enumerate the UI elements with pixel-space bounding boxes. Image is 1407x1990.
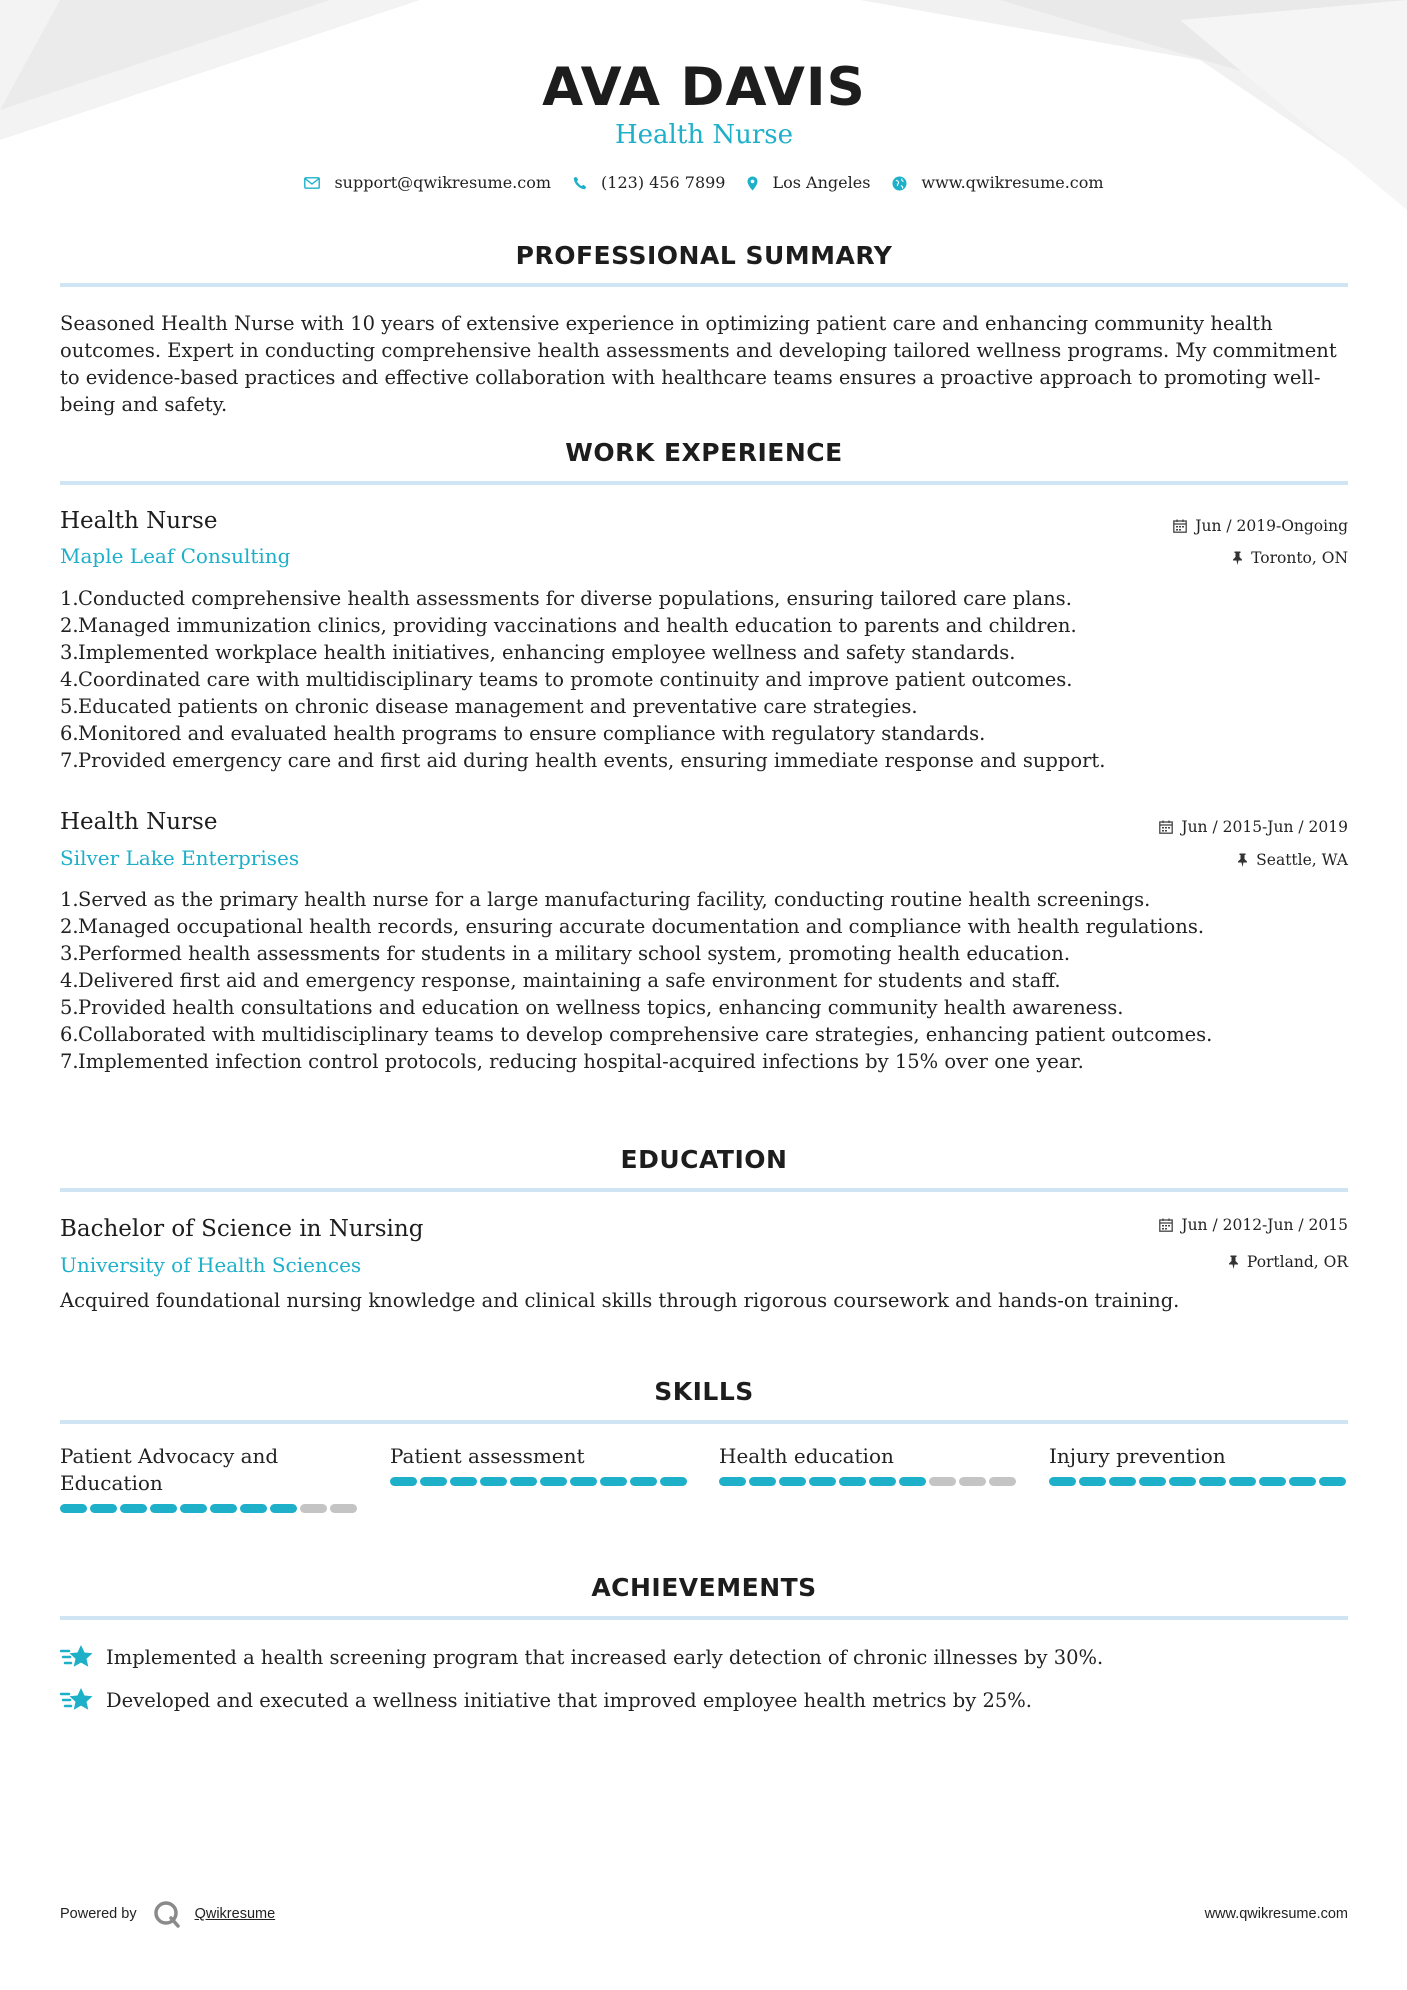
map-pin-icon (747, 176, 758, 191)
bullet-text: Performed health assessments for students in a military school system, promoting health education. (78, 942, 1071, 965)
list-item: 2. Managed occupational health records, ensuring accurate documentation and compliance with health regulations. (60, 915, 1205, 938)
skill-item (1049, 1443, 1349, 1486)
contact-phone[interactable] (573, 172, 725, 194)
job-2-location (1237, 849, 1348, 871)
skill-dot-filled (570, 1477, 597, 1486)
skill-dot-filled (1079, 1477, 1106, 1486)
skill-dot-filled (540, 1477, 567, 1486)
job-1-dates-text: Jun / 2019-Ongoing (1195, 517, 1348, 535)
star-icon (60, 1686, 94, 1714)
skills-divider (60, 1420, 1348, 1424)
skill-name: Patient assessment (390, 1444, 585, 1468)
job-1-title: Health Nurse (60, 508, 218, 534)
skill-dot-filled (600, 1477, 627, 1486)
skill-dot-empty (959, 1477, 986, 1486)
skill-dot-empty (929, 1477, 956, 1486)
qwikresume-link[interactable]: Qwikresume (194, 1906, 276, 1922)
bullet-text: Conducted comprehensive health assessments for diverse populations, ensuring tailored care plans. (78, 587, 1072, 610)
education-dates (1159, 1214, 1348, 1236)
achievement-text: Implemented a health screening program that increased early detection of chronic illnesses by 30%. (106, 1645, 1104, 1669)
pushpin-icon (1228, 1255, 1239, 1269)
skill-dot-filled (809, 1477, 836, 1486)
job-2-dates-text: Jun / 2015-Jun / 2019 (1181, 818, 1348, 836)
bullet-text: Delivered first aid and emergency response, maintaining a safe environment for students and staff. (78, 969, 1061, 992)
list-item: 3. Implemented workplace health initiatives, enhancing employee wellness and safety standards. (60, 641, 1016, 664)
skill-dot-filled (869, 1477, 896, 1486)
education-dates-text: Jun / 2012-Jun / 2015 (1181, 1216, 1348, 1234)
achievements-heading: ACHIEVEMENTS (591, 1573, 817, 1602)
experience-divider (60, 481, 1348, 485)
bullet-text: Provided emergency care and first aid during health events, ensuring immediate response and support. (78, 749, 1106, 772)
skill-dot-filled (1049, 1477, 1076, 1486)
achievements-divider (60, 1616, 1348, 1620)
skill-dot-filled (390, 1477, 417, 1486)
summary-divider (60, 283, 1348, 287)
skills-heading: SKILLS (654, 1377, 754, 1406)
contact-website[interactable] (892, 172, 1103, 194)
skill-dot-filled (420, 1477, 447, 1486)
job-1-location-text: Toronto, ON (1251, 549, 1348, 567)
skill-dot-filled (510, 1477, 537, 1486)
bullet-text: Managed immunization clinics, providing vaccinations and health education to parents and children. (78, 614, 1077, 637)
qwikresume-logo-icon (153, 1900, 181, 1928)
bullet-text: Implemented infection control protocols, reducing hospital-acquired infections by 15% over one year. (78, 1050, 1084, 1073)
pushpin-icon (1237, 853, 1248, 867)
bullet-text: Served as the primary health nurse for a large manufacturing facility, conducting routine health screenings. (78, 888, 1151, 911)
skill-item (719, 1443, 1019, 1486)
star-icon (60, 1643, 94, 1671)
bullet-text: Implemented workplace health initiatives, enhancing employee wellness and safety standards. (78, 641, 1016, 664)
list-item: 7. Implemented infection control protocols, reducing hospital-acquired infections by 15% over one year. (60, 1050, 1084, 1073)
summary-heading: PROFESSIONAL SUMMARY (515, 241, 893, 270)
calendar-icon (1173, 519, 1187, 533)
skill-dot-filled (240, 1504, 267, 1513)
job-2-dates (1159, 816, 1348, 838)
achievement-item (60, 1643, 1103, 1671)
job-2-title: Health Nurse (60, 809, 218, 835)
skill-dot-filled (749, 1477, 776, 1486)
list-item: 5. Provided health consultations and education on wellness topics, enhancing community health awareness. (60, 996, 1124, 1019)
skill-dot-empty (989, 1477, 1016, 1486)
skill-dot-filled (1139, 1477, 1166, 1486)
skill-name: Patient Advocacy and Education (60, 1444, 279, 1495)
skill-item (390, 1443, 690, 1486)
skill-dot-empty (300, 1504, 327, 1513)
skill-dot-filled (899, 1477, 926, 1486)
skill-dot-filled (779, 1477, 806, 1486)
skill-dot-filled (1169, 1477, 1196, 1486)
job-2-location-text: Seattle, WA (1256, 851, 1348, 869)
job-1-company: Maple Leaf Consulting (60, 544, 291, 568)
skill-dot-filled (1109, 1477, 1136, 1486)
skill-dot-filled (1259, 1477, 1286, 1486)
education-location (1228, 1251, 1348, 1273)
bullet-text: Provided health consultations and education on wellness topics, enhancing community health awareness. (78, 996, 1124, 1019)
skill-dot-filled (210, 1504, 237, 1513)
skill-level-bar (60, 1504, 360, 1513)
footer (60, 1900, 1348, 1928)
powered-by-label: Powered by (60, 1906, 137, 1922)
contact-email[interactable] (304, 172, 551, 194)
powered-by (60, 1900, 275, 1928)
skill-dot-filled (1229, 1477, 1256, 1486)
job-2-company: Silver Lake Enterprises (60, 846, 300, 870)
achievement-text: Developed and executed a wellness initiative that improved employee health metrics by 25%. (106, 1688, 1032, 1712)
list-item: 2. Managed immunization clinics, providing vaccinations and health education to parents and children. (60, 614, 1077, 637)
job-1-bullets (60, 585, 1348, 774)
skill-dot-filled (450, 1477, 477, 1486)
education-location-text: Portland, OR (1246, 1253, 1348, 1271)
skill-name: Health education (719, 1444, 894, 1468)
globe-icon (892, 176, 907, 191)
list-item: 1. Served as the primary health nurse for a large manufacturing facility, conducting routine health screenings. (60, 888, 1151, 911)
skill-dot-filled (180, 1504, 207, 1513)
skill-name: Injury prevention (1049, 1444, 1226, 1468)
skill-dot-filled (630, 1477, 657, 1486)
skill-dot-filled (120, 1504, 147, 1513)
list-item: 6. Collaborated with multidisciplinary teams to develop comprehensive care strategies, enhancing patient outcomes. (60, 1023, 1213, 1046)
envelope-icon (304, 177, 320, 189)
skill-level-bar (390, 1477, 690, 1486)
skill-dot-filled (60, 1504, 87, 1513)
contact-phone-text: (123) 456 7899 (601, 173, 726, 192)
contact-bar (60, 172, 1348, 194)
phone-icon (573, 176, 587, 190)
job-1-dates (1173, 515, 1348, 537)
contact-location (747, 172, 870, 194)
contact-email-text: support@qwikresume.com (334, 173, 552, 192)
skill-dot-filled (270, 1504, 297, 1513)
education-description: Acquired foundational nursing knowledge and clinical skills through rigorous coursework and hands-on training. (60, 1289, 1180, 1312)
skill-level-bar (1049, 1477, 1349, 1486)
job-1-location (1232, 547, 1348, 569)
skill-dot-filled (1289, 1477, 1316, 1486)
bullet-text: Collaborated with multidisciplinary teams to develop comprehensive care strategies, enhancing patient outcomes. (78, 1023, 1213, 1046)
education-heading: EDUCATION (620, 1145, 788, 1174)
bullet-text: Monitored and evaluated health programs to ensure compliance with regulatory standards. (78, 722, 986, 745)
achievement-item (60, 1686, 1032, 1714)
list-item: 4. Delivered first aid and emergency response, maintaining a safe environment for students and staff. (60, 969, 1061, 992)
contact-location-text: Los Angeles (772, 173, 871, 192)
education-divider (60, 1188, 1348, 1192)
bullet-text: Coordinated care with multidisciplinary teams to promote continuity and improve patient outcomes. (78, 668, 1073, 691)
skill-dot-filled (90, 1504, 117, 1513)
candidate-role: Health Nurse (615, 120, 793, 150)
education-degree: Bachelor of Science in Nursing (60, 1216, 424, 1242)
skill-item (60, 1443, 360, 1513)
summary-text: Seasoned Health Nurse with 10 years of extensive experience in optimizing patient care and enhancing community health outcomes. Expert in conducting comprehensive health assessments and developing tailored wellness programs. My commitment to evidence-based practices and effective collaboration with healthcare teams ensures a proactive approach to promoting well-being and safety. (60, 312, 1337, 416)
list-item: 4. Coordinated care with multidisciplinary teams to promote continuity and improve patient outcomes. (60, 668, 1073, 691)
experience-heading: WORK EXPERIENCE (565, 438, 843, 467)
candidate-name: AVA DAVIS (542, 57, 866, 118)
skill-dot-filled (839, 1477, 866, 1486)
list-item: 1. Conducted comprehensive health assessments for diverse populations, ensuring tailored care plans. (60, 587, 1072, 610)
skill-dot-filled (1199, 1477, 1226, 1486)
list-item: 5. Educated patients on chronic disease management and preventative care strategies. (60, 695, 918, 718)
list-item: 3. Performed health assessments for students in a military school system, promoting health education. (60, 942, 1071, 965)
skill-dot-filled (150, 1504, 177, 1513)
skill-dot-filled (1319, 1477, 1346, 1486)
skill-level-bar (719, 1477, 1019, 1486)
skill-dot-filled (480, 1477, 507, 1486)
bullet-text: Educated patients on chronic disease management and preventative care strategies. (78, 695, 918, 718)
skill-dot-filled (660, 1477, 687, 1486)
contact-website-text: www.qwikresume.com (921, 173, 1104, 192)
skill-dot-filled (719, 1477, 746, 1486)
job-2-bullets (60, 886, 1348, 1075)
skill-dot-empty (330, 1504, 357, 1513)
list-item: 7. Provided emergency care and first aid during health events, ensuring immediate response and support. (60, 749, 1106, 772)
calendar-icon (1159, 1218, 1173, 1232)
pushpin-icon (1232, 551, 1243, 565)
list-item: 6. Monitored and evaluated health programs to ensure compliance with regulatory standards. (60, 722, 986, 745)
education-school: University of Health Sciences (60, 1253, 362, 1277)
calendar-icon (1159, 820, 1173, 834)
bullet-text: Managed occupational health records, ensuring accurate documentation and compliance with health regulations. (78, 915, 1205, 938)
footer-url[interactable]: www.qwikresume.com (1204, 1906, 1348, 1922)
